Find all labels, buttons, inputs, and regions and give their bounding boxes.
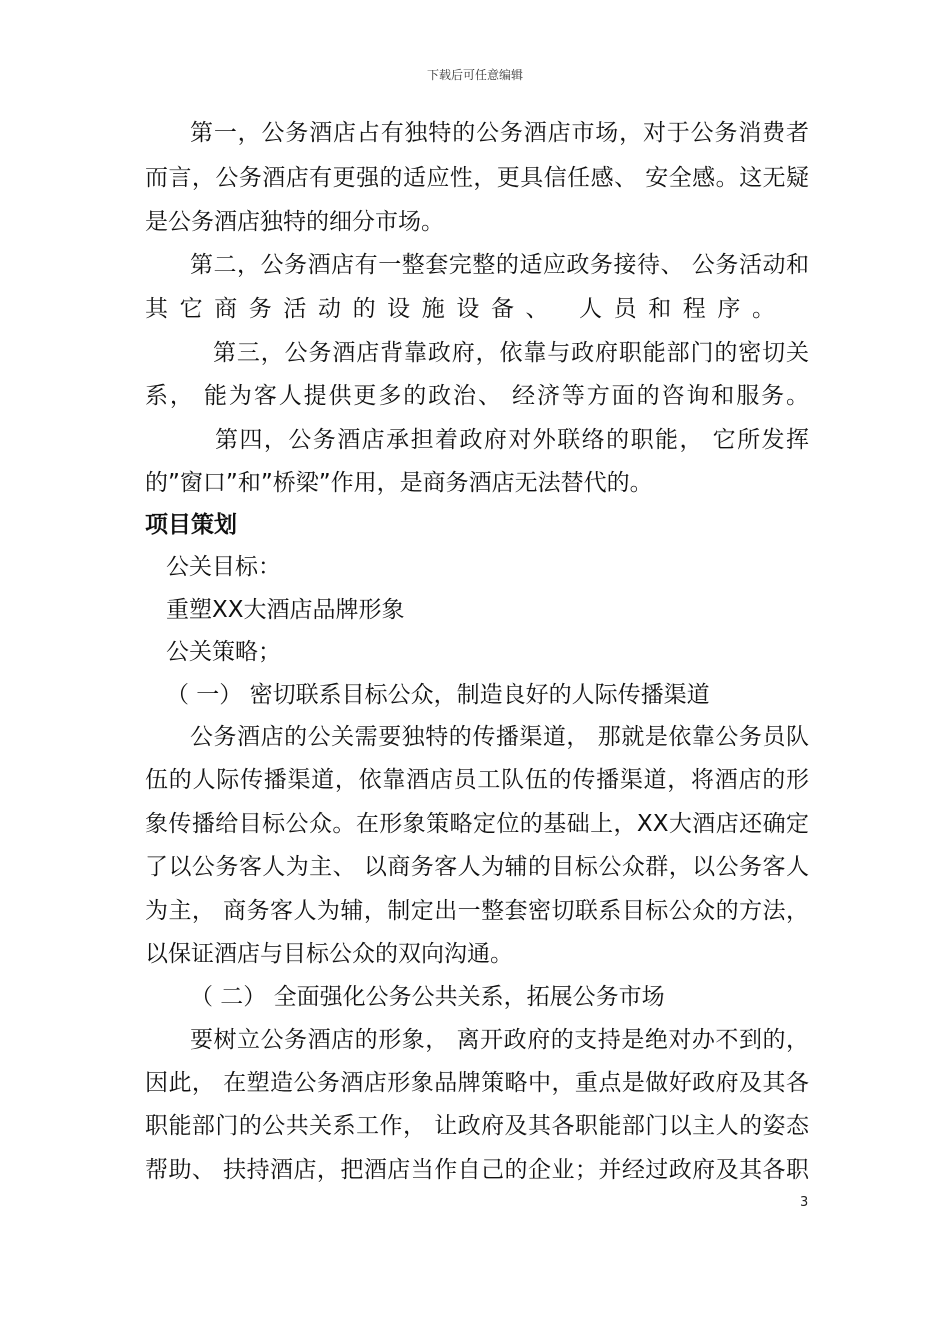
paragraph-line: 第四，公务酒店承担着政府对外联络的职能， 它所发挥 (215, 427, 809, 453)
paragraph-line: 伍的人际传播渠道，依靠酒店员工队伍的传播渠道，将酒店的形 (145, 767, 809, 793)
subheading-line: 公关策略； (166, 639, 281, 665)
subheading-line: 重塑XX大酒店品牌形象 (166, 597, 405, 623)
section-heading: 项目策划 (145, 512, 237, 538)
paragraph-line: 第二，公务酒店有一整套完整的适应政务接待、 公务活动和 (190, 252, 809, 278)
paragraph-line: 帮助、 扶持酒店，把酒店当作自己的企业；并经过政府及其各职 (145, 1157, 809, 1183)
paragraph-line: 是公务酒店独特的细分市场。 (145, 209, 444, 235)
page-number: 3 (800, 1195, 809, 1210)
paragraph-line: 系， 能为客人提供更多的政治、 经济等方面的咨询和服务。 (145, 383, 809, 409)
paragraph-line: 其它商务活动的设施设备、 人员和程序。 (145, 296, 775, 322)
paragraph-line: 的”窗口”和”桥梁”作用，是商务酒店无法替代的。 (145, 470, 653, 496)
paragraph-line: 因此， 在塑造公务酒店形象品牌策略中，重点是做好政府及其各 (145, 1070, 809, 1096)
subheading-line: 公关目标： (166, 554, 281, 580)
strategy-heading: （ 二） 全面强化公务公共关系，拓展公务市场 (190, 984, 665, 1010)
paragraph-line: 而言，公务酒店有更强的适应性，更具信任感、 安全感。这无疑 (145, 165, 809, 191)
paragraph-line: 以保证酒店与目标公众的双向沟通。 (145, 941, 513, 967)
paragraph-line: 要树立公务酒店的形象， 离开政府的支持是绝对办不到的， (190, 1027, 809, 1053)
paragraph-line: 第三，公务酒店背靠政府，依靠与政府职能部门的密切关 (213, 340, 809, 366)
paragraph-line: 第一，公务酒店占有独特的公务酒店市场，对于公务消费者 (190, 120, 809, 146)
paragraph-line: 公务酒店的公关需要独特的传播渠道， 那就是依靠公务员队 (190, 724, 809, 750)
paragraph-line: 了以公务客人为主、 以商务客人为辅的目标公众群，以公务客人 (145, 854, 809, 880)
paragraph-line: 为主， 商务客人为辅，制定出一整套密切联系目标公众的方法， (145, 898, 809, 924)
strategy-heading: （ 一） 密切联系目标公众，制造良好的人际传播渠道 (166, 682, 710, 708)
paragraph-line: 职能部门的公共关系工作， 让政府及其各职能部门以主人的姿态 (145, 1113, 809, 1139)
paragraph-line: 象传播给目标公众。在形象策略定位的基础上，XX大酒店还确定 (145, 811, 809, 837)
page-header: 下载后可任意编辑 (426, 68, 523, 82)
